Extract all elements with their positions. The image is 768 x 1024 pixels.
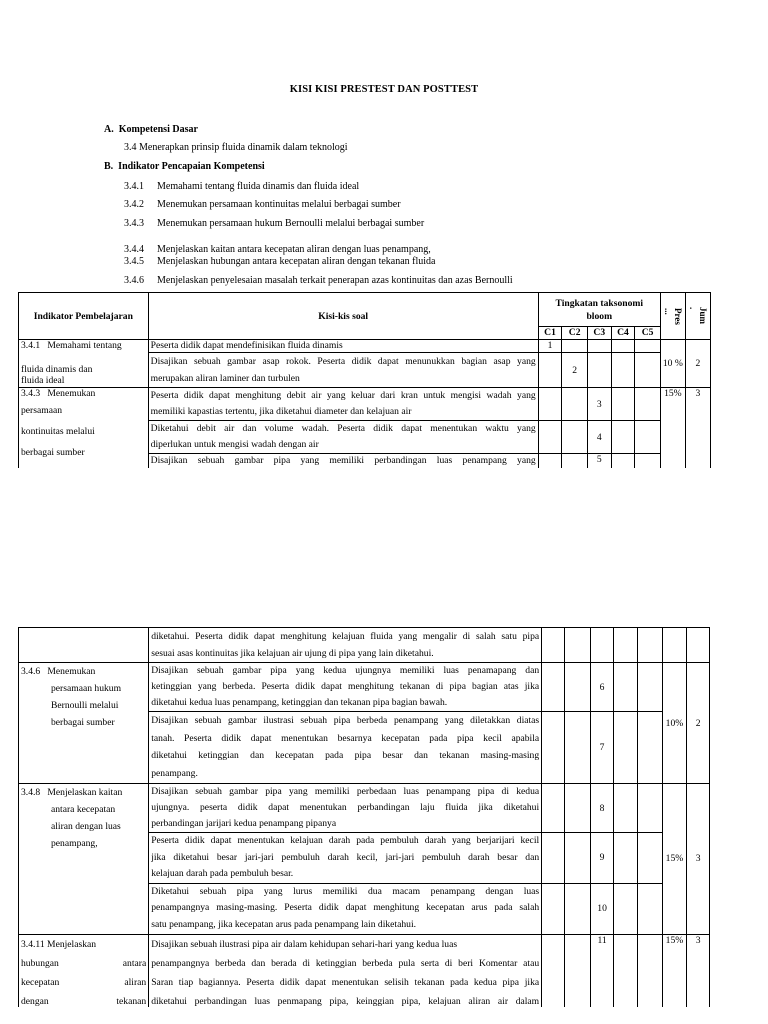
table-margin [710, 784, 768, 833]
indikator-line: Menemukan [47, 388, 96, 399]
indicator-text: Menjelaskan kaitan antara kecepatan aliran dengan luas penampang, [157, 244, 431, 255]
soal-line: Diketahui debit air dan volume wadah. Peserta didik dapat menentukan waktu yang [150, 423, 536, 434]
indikator-line: persamaan [21, 405, 63, 416]
soal-line: Disajikan sebuah gambar ilustrasi sebuah pipa berbeda penampang yang diletakkan diatas [151, 715, 540, 726]
soal-line: diketahui kedua luas penampang, ketinggian dan tekanan pipa bagian bawah. [151, 697, 448, 708]
soal-line: kelajuan darah pada pembuluh besar. [151, 868, 294, 879]
table-margin [710, 883, 768, 934]
c2-cell [562, 388, 588, 421]
c2-cell [565, 784, 590, 833]
soal-line: penampangnya berbeda dan berada di ketinggian berbeda pula serta di beri Komentar atau [151, 957, 540, 969]
level-c2: C2 [562, 327, 588, 340]
c5-cell [635, 388, 661, 421]
indikator-line: Menjelaskan [47, 938, 97, 950]
c4-cell [614, 934, 637, 1007]
c3-cell: 4 [587, 421, 611, 454]
c1-cell [538, 421, 562, 454]
indicator-item [124, 199, 401, 210]
section-b-heading [104, 161, 265, 172]
c3-cell: 11 [590, 934, 614, 1007]
soal-cell [149, 883, 542, 934]
soal-line: Disajikan sebuah gambar pipa yang memiliki perbandingan luas penampang yang [150, 455, 536, 466]
indicator-text: Menemukan persamaan kontinuitas melalui berbagai sumber [157, 199, 401, 210]
table-margin [710, 454, 768, 469]
c2-cell [562, 454, 588, 469]
c3-cell: 8 [590, 784, 614, 833]
table-margin [710, 712, 768, 784]
indikator-line: kontinuitas melalui [21, 426, 95, 437]
indicator-number: 3.4.2 [124, 199, 144, 210]
c5-cell [637, 628, 662, 663]
level-c5: C5 [635, 327, 661, 340]
jum-cell: 3 [686, 934, 709, 1007]
soal-line: satu penampang, jika kecepatan arus pada penampang lain diketahui. [151, 918, 417, 930]
header-indikator: Indikator Pembelajaran [19, 293, 149, 340]
level-c1: C1 [538, 327, 562, 340]
indikator-line: dengan tekanan [21, 995, 147, 1007]
soal-line: Peserta didik dapat menghitung debit air yang keluar dari kran untuk mengisi wadah yang [150, 390, 536, 401]
soal-line: perbandingan jarijari kedua penampang pipanya [151, 818, 337, 829]
table-margin [710, 421, 768, 454]
indikator-cell [19, 934, 149, 1007]
pres-cell: 15% [662, 784, 686, 935]
jum-cell [686, 628, 709, 663]
soal-line: Disajikan sebuah gambar pipa yang memiliki perbedaan luas penampang pipa di kedua [151, 786, 540, 797]
c5-cell [637, 833, 662, 884]
c1-cell [538, 353, 562, 388]
c5-cell [637, 883, 662, 934]
jum-cell: 3 [686, 784, 709, 935]
c1-cell [542, 833, 565, 884]
jum-cell: 2 [685, 340, 710, 388]
indicator-number: 3.4.4 [124, 244, 144, 255]
soal-line: diketahui. Peserta didik dapat menghitung kelajuan fluida yang mengalir di salah satu pipa [151, 631, 540, 642]
indikator-line: Memahami tentang [47, 340, 122, 351]
c5-cell [637, 663, 662, 712]
soal-cell [148, 421, 538, 454]
c2-cell [565, 934, 590, 1007]
indikator-number: 3.4.1 [21, 340, 41, 351]
indikator-cell [19, 663, 149, 784]
indikator-line: persamaan hukum [51, 683, 122, 694]
c1-cell [542, 784, 565, 833]
c3-cell [587, 340, 611, 353]
jum-cell: 2 [686, 663, 709, 784]
indikator-number: 3.4.3 [21, 388, 41, 399]
soal-cell [148, 388, 538, 421]
indicator-item [124, 218, 424, 229]
header-tingkatan-line1: Tingkatan taksonomi [555, 297, 644, 309]
c4-cell [611, 388, 635, 421]
indicator-item [124, 244, 431, 255]
c1-cell [542, 628, 565, 663]
c3-cell: 3 [587, 388, 611, 421]
indicator-number: 3.4.3 [124, 218, 144, 229]
c5-cell [635, 353, 661, 388]
c4-cell [614, 628, 637, 663]
soal-line: tanah. Peserta didik dapat menentukan besarnya kecepatan pada pipa kecil apabila [151, 732, 540, 744]
soal-cell [149, 833, 542, 884]
jum-cell: 3 [685, 388, 710, 469]
soal-cell [149, 663, 542, 712]
c4-cell [611, 340, 635, 353]
indikator-cell [19, 784, 149, 935]
c4-cell [611, 454, 635, 469]
c1-cell [538, 388, 562, 421]
c4-cell [614, 883, 637, 934]
c2-cell [565, 628, 590, 663]
header-pres [660, 293, 685, 340]
c3-cell [590, 628, 614, 663]
c5-cell [637, 784, 662, 833]
indicator-text: Menjelaskan penyelesaian masalah terkait penerapan azas kontinuitas dan azas Bernoulli [157, 275, 513, 286]
indikator-cell [19, 388, 149, 469]
indikator-line: kecepatan aliran [21, 976, 147, 988]
indikator-line: hubungan antara [21, 957, 147, 969]
c2-cell [562, 421, 588, 454]
header-tingkatan-line2: bloom [586, 310, 613, 322]
soal-line: diketahui ketinggian dan kecepatan pada pipa besar dan tekanan masing-masing [151, 750, 540, 761]
indikator-number: 3.4.11 [21, 938, 45, 950]
indikator-number: 3.4.6 [21, 666, 41, 677]
soal-line: memiliki kapastias tertentu, jika diketahui diameter dan kelajuan air [150, 406, 412, 417]
section-a-heading [104, 124, 198, 135]
header-jum-label: Jum [697, 307, 708, 325]
soal-line: penampang. [151, 767, 198, 779]
soal-cell [149, 934, 542, 1007]
c5-cell [635, 421, 661, 454]
table-margin [710, 340, 768, 353]
table-margin [710, 353, 768, 388]
c1-cell [542, 712, 565, 784]
soal-cell [148, 353, 538, 388]
pres-cell: 10 % [660, 340, 685, 388]
section-a-label: A. [104, 124, 114, 135]
c2-cell [565, 712, 590, 784]
pres-cell: 10% [662, 663, 686, 784]
document-title: KISI KISI PRESTEST DAN POSTTEST [289, 84, 479, 95]
soal-cell [149, 628, 542, 663]
grid-table-continued [18, 627, 768, 1007]
c1-cell [542, 883, 565, 934]
soal-line: ujungnya. peserta didik dapat menentukan perbandingan laju fluida jika diketahui [151, 802, 540, 813]
section-b-label: B. [104, 161, 114, 172]
table-margin [710, 327, 768, 340]
pres-cell: 15% [662, 934, 686, 1007]
c4-cell [614, 784, 637, 833]
indicator-item [124, 275, 513, 286]
soal-line: sesuai asas kontinuitas jika kelajuan air ujung di pipa yang lain diketahui. [151, 648, 434, 659]
pres-cell: 15% [660, 388, 685, 469]
indikator-cell [19, 628, 149, 663]
soal-cell [149, 712, 542, 784]
indicator-number: 3.4.1 [124, 181, 144, 192]
indikator-line: penampang, [51, 838, 98, 849]
level-c3: C3 [587, 327, 611, 340]
c1-cell [542, 934, 565, 1007]
c3-cell: 5 [587, 454, 611, 469]
c4-cell [614, 663, 637, 712]
section-a-title: Kompetensi Dasar [118, 124, 198, 135]
indicator-text: Menjelaskan hubungan antara kecepatan aliran dengan tekanan fluida [157, 256, 436, 267]
soal-line: Disajikan sebuah ilustrasi pipa air dalam kehidupan sehari-hari yang kedua luas [151, 938, 458, 950]
grid-table-page-2 [0, 627, 768, 1007]
c2-cell [562, 340, 588, 353]
grid-table-page-1 [0, 292, 768, 468]
c2-cell [565, 833, 590, 884]
indikator-line: Menemukan [47, 666, 96, 677]
soal-cell: Peserta didik dapat mendefinisikan fluida dinamis [148, 340, 538, 353]
indicator-text: Menemukan persamaan hukum Bernoulli melalui berbagai sumber [157, 218, 425, 229]
c1-cell [542, 663, 565, 712]
indikator-line: aliran dengan luas [51, 821, 121, 832]
indikator-line: antara kecepatan [51, 804, 116, 815]
c4-cell [614, 833, 637, 884]
header-pres-label: Pres [672, 307, 683, 325]
indikator-line: Menjelaskan kaitan [47, 787, 123, 798]
c2-cell [565, 663, 590, 712]
indikator-line: berbagai sumber [51, 717, 115, 728]
c2-cell: 2 [562, 353, 588, 388]
indikator-line: fluida ideal [21, 375, 65, 386]
soal-line: diperlukan untuk mengisi wadah dengan air [150, 439, 319, 450]
pres-cell [662, 628, 686, 663]
c2-cell [565, 883, 590, 934]
c3-cell: 9 [590, 833, 614, 884]
table-margin [710, 293, 768, 327]
c3-cell: 6 [590, 663, 614, 712]
soal-line: penampangnya masing-masing. Peserta didik dapat menghitung kecepatan arus pada salah [151, 902, 540, 913]
c3-cell: 10 [590, 883, 614, 934]
soal-line: Saran tiap bagiannya. Peserta didik dapat menentukan selisih tekanan pada kedua pipa jika [151, 976, 540, 988]
indikator-number: 3.4.8 [21, 787, 41, 798]
header-jum-sub: . [687, 307, 698, 310]
header-pres-sub: ... [662, 307, 673, 315]
indikator-cell [19, 340, 149, 388]
soal-line: ketinggian yang berbeda. Peserta didik dapat menghitung tekanan di pipa bagian atas jika [151, 681, 540, 692]
soal-cell [148, 454, 538, 469]
c5-cell [635, 340, 661, 353]
c1-cell [538, 454, 562, 469]
indicator-item [124, 256, 436, 267]
c4-cell [611, 421, 635, 454]
indicator-number: 3.4.5 [124, 256, 144, 267]
table-margin [710, 628, 768, 663]
indikator-line: Bernoulli melalui [51, 700, 119, 711]
soal-line: Disajikan sebuah gambar asap rokok. Peserta didik dapat menunukkan bagian asap yang [150, 356, 536, 367]
table-margin [710, 934, 768, 1007]
c5-cell [637, 934, 662, 1007]
header-jum [685, 293, 710, 340]
soal-line: diketahui perbandingan luas penmapang pipa, keinggian pipa, kelajuan aliran air dalam [151, 995, 540, 1007]
table-margin [710, 663, 768, 712]
table-margin [710, 833, 768, 884]
c3-cell [587, 353, 611, 388]
c4-cell [614, 712, 637, 784]
indicator-item [124, 181, 359, 192]
soal-cell [149, 784, 542, 833]
grid-table [18, 292, 768, 468]
indikator-line: fluida dinamis dan [21, 363, 93, 375]
c5-cell [637, 712, 662, 784]
indicator-number: 3.4.6 [124, 275, 144, 286]
soal-line: Peserta didik dapat menentukan kelajuan darah pada pembuluh darah yang berjarijari kecil [151, 835, 540, 846]
soal-line: jika diketahui besar jari-jari pembuluh darah kecil, jari-jari pembuluh darah besar dan [151, 851, 540, 863]
soal-line: Diketahui sebuah pipa yang lurus memiliki dua macam penampang dengan luas [151, 885, 540, 897]
c4-cell [611, 353, 635, 388]
header-kisi: Kisi-kis soal [148, 293, 538, 340]
competency-item: 3.4 Menerapkan prinsip fluida dinamik dalam teknologi [124, 142, 348, 153]
section-b-title: Indikator Pencapaian Kompetensi [118, 161, 265, 172]
soal-line: merupakan aliran laminer dan turbulen [150, 373, 300, 384]
indikator-line: berbagai sumber [21, 447, 85, 458]
soal-line: Disajikan sebuah gambar pipa yang kedua ujungnya memiliki luas penamapang dan [151, 665, 540, 676]
table-margin [710, 388, 768, 421]
c1-cell: 1 [538, 340, 562, 353]
c3-cell: 7 [590, 712, 614, 784]
indicator-text: Memahami tentang fluida dinamis dan fluida ideal [157, 181, 360, 192]
level-c4: C4 [611, 327, 635, 340]
header-tingkatan [538, 293, 660, 327]
c5-cell [635, 454, 661, 469]
